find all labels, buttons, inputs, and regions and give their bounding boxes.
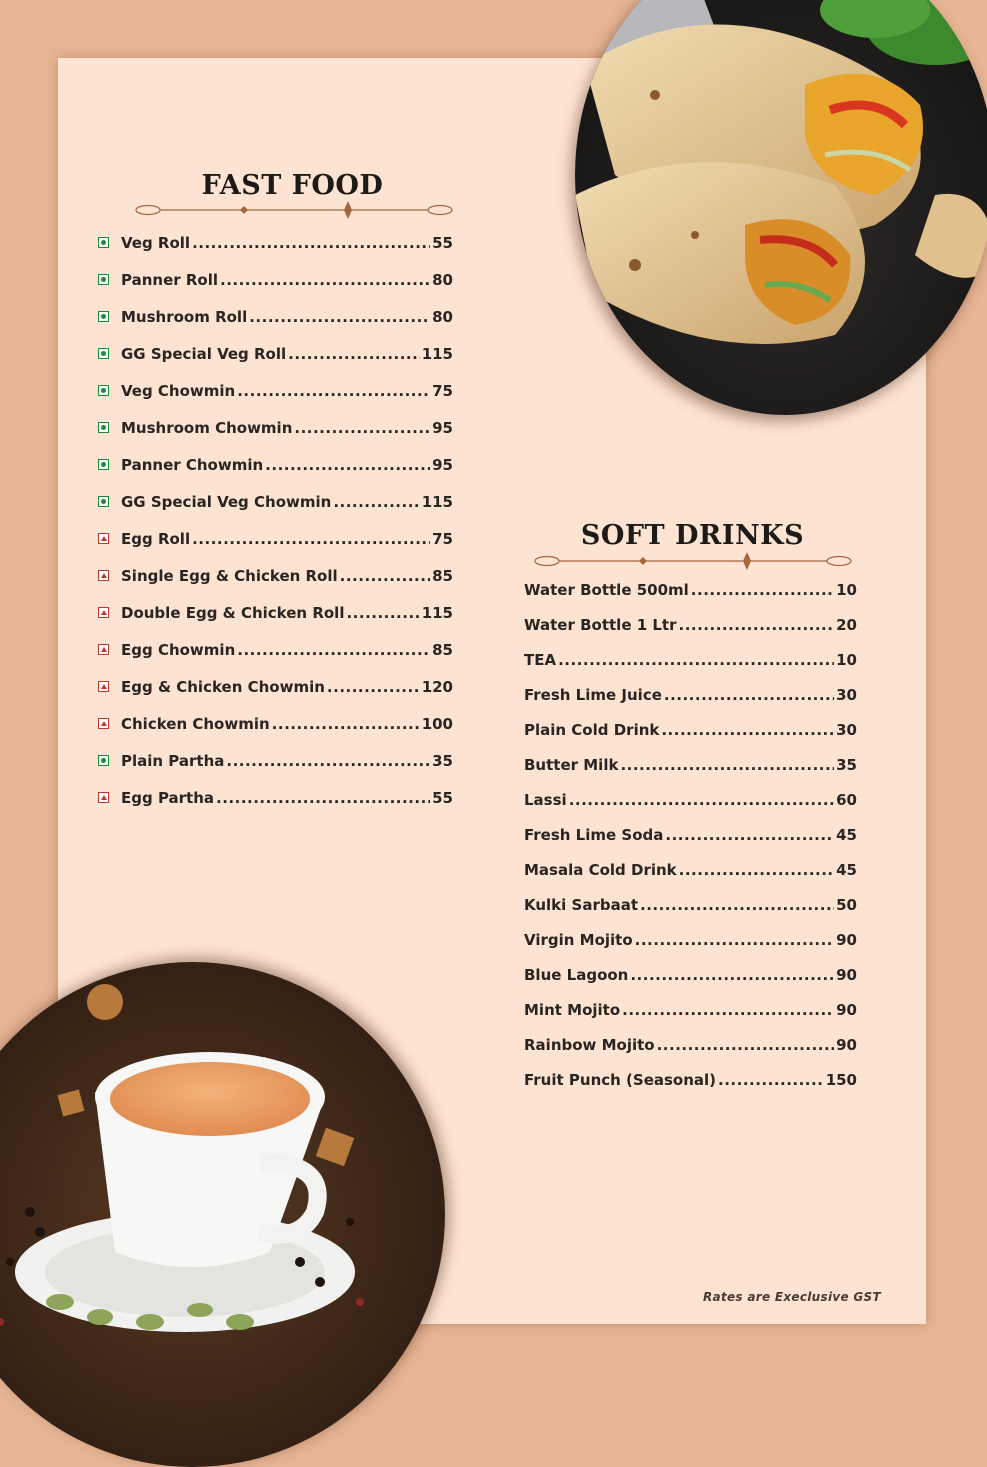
- item-price: 35: [836, 755, 857, 774]
- veg-indicator-icon: [98, 348, 109, 359]
- dot-leader: [569, 791, 834, 809]
- menu-item: [524, 712, 857, 747]
- item-name: TEA: [524, 650, 557, 669]
- dot-leader: [635, 931, 834, 949]
- menu-item: [524, 852, 857, 887]
- menu-item: [524, 957, 857, 992]
- dot-leader: [558, 651, 834, 669]
- item-price: 75: [432, 381, 453, 400]
- item-price: 45: [836, 825, 857, 844]
- menu-item: [524, 992, 857, 1027]
- veg-indicator-icon: [98, 385, 109, 396]
- nonveg-indicator-icon: [98, 533, 109, 544]
- dot-leader: [665, 826, 834, 844]
- item-name: Egg Partha: [121, 788, 215, 807]
- item-name: Veg Roll: [121, 233, 191, 252]
- menu-item: [98, 409, 453, 446]
- menu-item: [98, 742, 453, 779]
- dot-leader: [192, 234, 430, 252]
- menu-item: [524, 1062, 857, 1097]
- item-price: 100: [421, 714, 453, 733]
- dot-leader: [288, 345, 420, 363]
- dot-leader: [622, 1001, 834, 1019]
- item-name: Plain Partha: [121, 751, 225, 770]
- soft-drinks-title: SOFT DRINKS: [580, 520, 805, 551]
- item-price: 60: [836, 790, 857, 809]
- menu-item: [98, 594, 453, 631]
- item-price: 50: [836, 895, 857, 914]
- dot-leader: [249, 308, 430, 326]
- menu-item: [524, 572, 857, 607]
- item-price: 10: [836, 650, 857, 669]
- nonveg-indicator-icon: [98, 644, 109, 655]
- item-price: 30: [836, 720, 857, 739]
- item-price: 20: [836, 615, 857, 634]
- dot-leader: [237, 641, 430, 659]
- fast-food-title: FAST FOOD: [201, 170, 384, 201]
- item-price: 80: [432, 307, 453, 326]
- dot-leader: [346, 604, 419, 622]
- item-price: 115: [421, 492, 453, 511]
- dot-leader: [620, 756, 834, 774]
- dot-leader: [718, 1071, 824, 1089]
- item-price: 95: [432, 455, 453, 474]
- dot-leader: [333, 493, 419, 511]
- item-price: 90: [836, 1035, 857, 1054]
- veg-indicator-icon: [98, 422, 109, 433]
- nonveg-indicator-icon: [98, 718, 109, 729]
- item-name: Virgin Mojito: [524, 930, 633, 949]
- dot-leader: [661, 721, 834, 739]
- nonveg-indicator-icon: [98, 570, 109, 581]
- item-price: 90: [836, 965, 857, 984]
- item-price: 115: [421, 603, 453, 622]
- veg-indicator-icon: [98, 496, 109, 507]
- menu-item: [98, 446, 453, 483]
- veg-indicator-icon: [98, 459, 109, 470]
- dot-leader: [691, 581, 834, 599]
- item-price: 85: [432, 640, 453, 659]
- dot-leader: [657, 1036, 835, 1054]
- item-name: Fruit Punch (Seasonal): [524, 1070, 717, 1089]
- item-name: Mint Mojito: [524, 1000, 621, 1019]
- item-name: Panner Roll: [121, 270, 219, 289]
- item-name: GG Special Veg Chowmin: [121, 492, 332, 511]
- item-name: Butter Milk: [524, 755, 619, 774]
- item-price: 45: [836, 860, 857, 879]
- veg-indicator-icon: [98, 311, 109, 322]
- item-name: GG Special Veg Roll: [121, 344, 287, 363]
- soft-drinks-divider-ornament: [533, 551, 853, 571]
- menu-item: [98, 557, 453, 594]
- item-name: Double Egg & Chicken Roll: [121, 603, 345, 622]
- dot-leader: [679, 861, 834, 879]
- item-name: Fresh Lime Soda: [524, 825, 664, 844]
- dot-leader: [226, 752, 430, 770]
- dot-leader: [216, 789, 430, 807]
- menu-item: [98, 705, 453, 742]
- item-name: Egg & Chicken Chowmin: [121, 677, 325, 696]
- menu-item: [524, 642, 857, 677]
- item-name: Mushroom Chowmin: [121, 418, 293, 437]
- fast-food-divider-ornament: [134, 200, 454, 220]
- menu-item: [98, 224, 453, 261]
- nonveg-indicator-icon: [98, 792, 109, 803]
- nonveg-indicator-icon: [98, 681, 109, 692]
- menu-item: [98, 372, 453, 409]
- item-name: Panner Chowmin: [121, 455, 264, 474]
- item-price: 150: [825, 1070, 857, 1089]
- soft-drinks-list: [524, 572, 857, 1097]
- item-price: 35: [432, 751, 453, 770]
- dot-leader: [664, 686, 834, 704]
- item-price: 90: [836, 1000, 857, 1019]
- item-name: Mushroom Roll: [121, 307, 248, 326]
- item-price: 85: [432, 566, 453, 585]
- item-name: Blue Lagoon: [524, 965, 629, 984]
- item-price: 80: [432, 270, 453, 289]
- item-name: Plain Cold Drink: [524, 720, 660, 739]
- menu-item: [524, 1027, 857, 1062]
- menu-item: [98, 483, 453, 520]
- menu-item: [524, 677, 857, 712]
- item-name: Egg Roll: [121, 529, 191, 548]
- dot-leader: [192, 530, 430, 548]
- item-price: 115: [421, 344, 453, 363]
- dot-leader: [265, 456, 430, 474]
- item-name: Chicken Chowmin: [121, 714, 270, 733]
- gst-footnote: Rates are Execlusive GST: [703, 1290, 881, 1304]
- dot-leader: [272, 715, 420, 733]
- veg-indicator-icon: [98, 274, 109, 285]
- item-price: 120: [421, 677, 453, 696]
- menu-item: [524, 887, 857, 922]
- item-name: Lassi: [524, 790, 567, 809]
- item-price: 55: [432, 233, 453, 252]
- menu-item: [524, 922, 857, 957]
- menu-item: [98, 298, 453, 335]
- item-price: 95: [432, 418, 453, 437]
- item-price: 55: [432, 788, 453, 807]
- menu-item: [524, 817, 857, 852]
- dot-leader: [340, 567, 430, 585]
- menu-item: [98, 631, 453, 668]
- dot-leader: [294, 419, 430, 437]
- item-name: Egg Chowmin: [121, 640, 236, 659]
- item-name: Rainbow Mojito: [524, 1035, 655, 1054]
- veg-indicator-icon: [98, 237, 109, 248]
- item-name: Fresh Lime Juice: [524, 685, 662, 704]
- item-price: 90: [836, 930, 857, 949]
- menu-item: [98, 261, 453, 298]
- menu-item: [524, 607, 857, 642]
- menu-item: [98, 668, 453, 705]
- item-name: Water Bottle 500ml: [524, 580, 689, 599]
- item-name: Masala Cold Drink: [524, 860, 677, 879]
- menu-item: [98, 779, 453, 816]
- menu-item: [524, 747, 857, 782]
- dot-leader: [220, 271, 430, 289]
- item-price: 30: [836, 685, 857, 704]
- item-price: 75: [432, 529, 453, 548]
- veg-indicator-icon: [98, 755, 109, 766]
- dot-leader: [630, 966, 834, 984]
- menu-item: [98, 520, 453, 557]
- fast-food-list: [98, 224, 453, 816]
- item-name: Water Bottle 1 Ltr: [524, 615, 677, 634]
- dot-leader: [327, 678, 420, 696]
- item-name: Kulki Sarbaat: [524, 895, 638, 914]
- nonveg-indicator-icon: [98, 607, 109, 618]
- menu-item: [98, 335, 453, 372]
- dot-leader: [237, 382, 430, 400]
- dot-leader: [679, 616, 835, 634]
- item-name: Single Egg & Chicken Roll: [121, 566, 338, 585]
- item-name: Veg Chowmin: [121, 381, 236, 400]
- item-price: 10: [836, 580, 857, 599]
- menu-item: [524, 782, 857, 817]
- dot-leader: [640, 896, 834, 914]
